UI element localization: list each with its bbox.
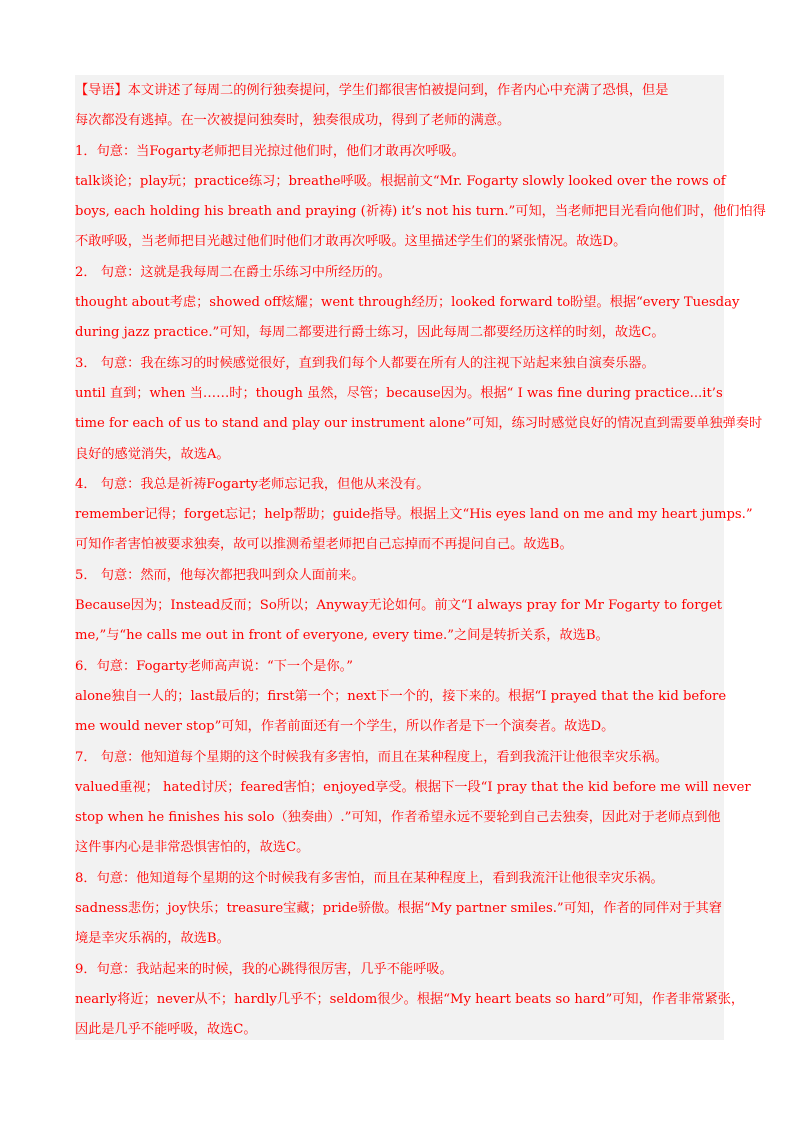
text-line: alone独自一人的；last最后的；first第一个；next下一个的，接下来的。根据“I prayed that the kid before (75, 688, 727, 704)
text-line: talk谈论；play玩；practice练习；breathe呼吸。根据前文“Mr. Fogarty slowly looked over the rows of (75, 173, 726, 189)
text-line: me,”与“he calls me out in front of everyone, every time.”之间是转折关系，故选B。 (75, 628, 609, 644)
answer-explanation-text (75, 76, 766, 1046)
text-line: sadness悲伤；joy快乐；treasure宝藏；pride骄傲。根据“My partner smiles.”可知，作者的同伴对于其窘 (75, 901, 722, 917)
text-line: 可知作者害怕被要求独奏，故可以推测希望老师把自己忘掉而不再提问自己。故选B。 (75, 537, 573, 553)
text-line: 2． 句意：这就是我每周二在爵士乐练习中所经历的。 (75, 264, 391, 280)
text-line: 不敢呼吸，当老师把目光越过他们时他们才敢再次呼吸。这里描述学生们的紧张情况。故选D。 (75, 234, 627, 250)
text-line: nearly将近；never从不；hardly几乎不；seldom很少。根据“My heart beats so hard”可知，作者非常紧张， (75, 991, 745, 1007)
text-line: 3． 句意：我在练习的时候感觉很好，直到我们每个人都要在所有人的注视下站起来独自演奏乐器。 (75, 355, 655, 371)
text-line: valued重视； hated讨厌；feared害怕；enjoyed享受。根据下一段“I pray that the kid before me will never (75, 779, 751, 795)
text-line: 【导语】本文讲述了每周二的例行独奏提问，学生们都很害怕被提问到，作者内心中充满了恐惧，但是 (75, 83, 669, 98)
text-line: time for each of us to stand and play our instrument alone”可知，练习时感觉良好的情况直到需要单独弹奏时 (75, 416, 763, 432)
text-line: 4． 句意：我总是祈祷Fogarty老师忘记我，但他从来没有。 (75, 476, 430, 492)
text-line: 5． 句意：然而，他每次都把我叫到众人面前来。 (75, 567, 365, 583)
text-line: boys, each holding his breath and praying (祈祷) it’s not his turn.”可知，当老师把目光看向他们时，他们怕得 (75, 204, 766, 220)
text-line: thought about考虑；showed off炫耀；went through经历；looked forward to盼望。根据“every Tuesday (75, 295, 740, 311)
text-line: remember记得；forget忘记；help帮助；guide指导。根据上文“His eyes land on me and my heart jumps.” (75, 507, 753, 523)
text-line: 境是幸灾乐祸的，故选B。 (75, 931, 230, 947)
text-line: 9．句意：我站起来的时候，我的心跳得很厉害，几乎不能呼吸。 (75, 961, 453, 977)
text-line: me would never stop”可知，作者前面还有一个学生，所以作者是下一个演奏者。故选D。 (75, 719, 615, 735)
text-line: 这件事内心是非常恐惧害怕的，故选C。 (75, 840, 310, 856)
text-line: during jazz practice.”可知，每周二都要进行爵士练习，因此每周二都要经历这样的时刻，故选C。 (75, 325, 665, 341)
text-line: 因此是几乎不能呼吸，故选C。 (75, 1022, 257, 1038)
text-line: 1．句意：当Fogarty老师把目光掠过他们时，他们才敢再次呼吸。 (75, 143, 465, 159)
text-line: until 直到；when 当……时；though 虽然，尽管；because因为。根据“ I was fine during practice...it’s (75, 385, 723, 401)
text-line: 良好的感觉消失，故选A。 (75, 446, 230, 462)
text-line: stop when he finishes his solo（独奏曲）.”可知，作者希望永远不要轮到自己去独奏，因此对于老师点到他 (75, 810, 721, 826)
text-line: 8．句意：他知道每个星期的这个时候我有多害怕，而且在某种程度上，看到我流汗让他很幸灾乐祸。 (75, 870, 664, 886)
text-line: 7． 句意：他知道每个星期的这个时候我有多害怕，而且在某种程度上，看到我流汗让他很幸灾乐祸。 (75, 749, 668, 765)
text-line: 6．句意：Fogarty老师高声说：“下一个是你。” (75, 658, 353, 674)
text-line: Because因为；Instead反而；So所以；Anyway无论如何。前文“I always pray for Mr Fogarty to forget (75, 598, 723, 614)
text-line: 每次都没有逃掉。在一次被提问独奏时，独奏很成功，得到了老师的满意。 (75, 113, 511, 129)
